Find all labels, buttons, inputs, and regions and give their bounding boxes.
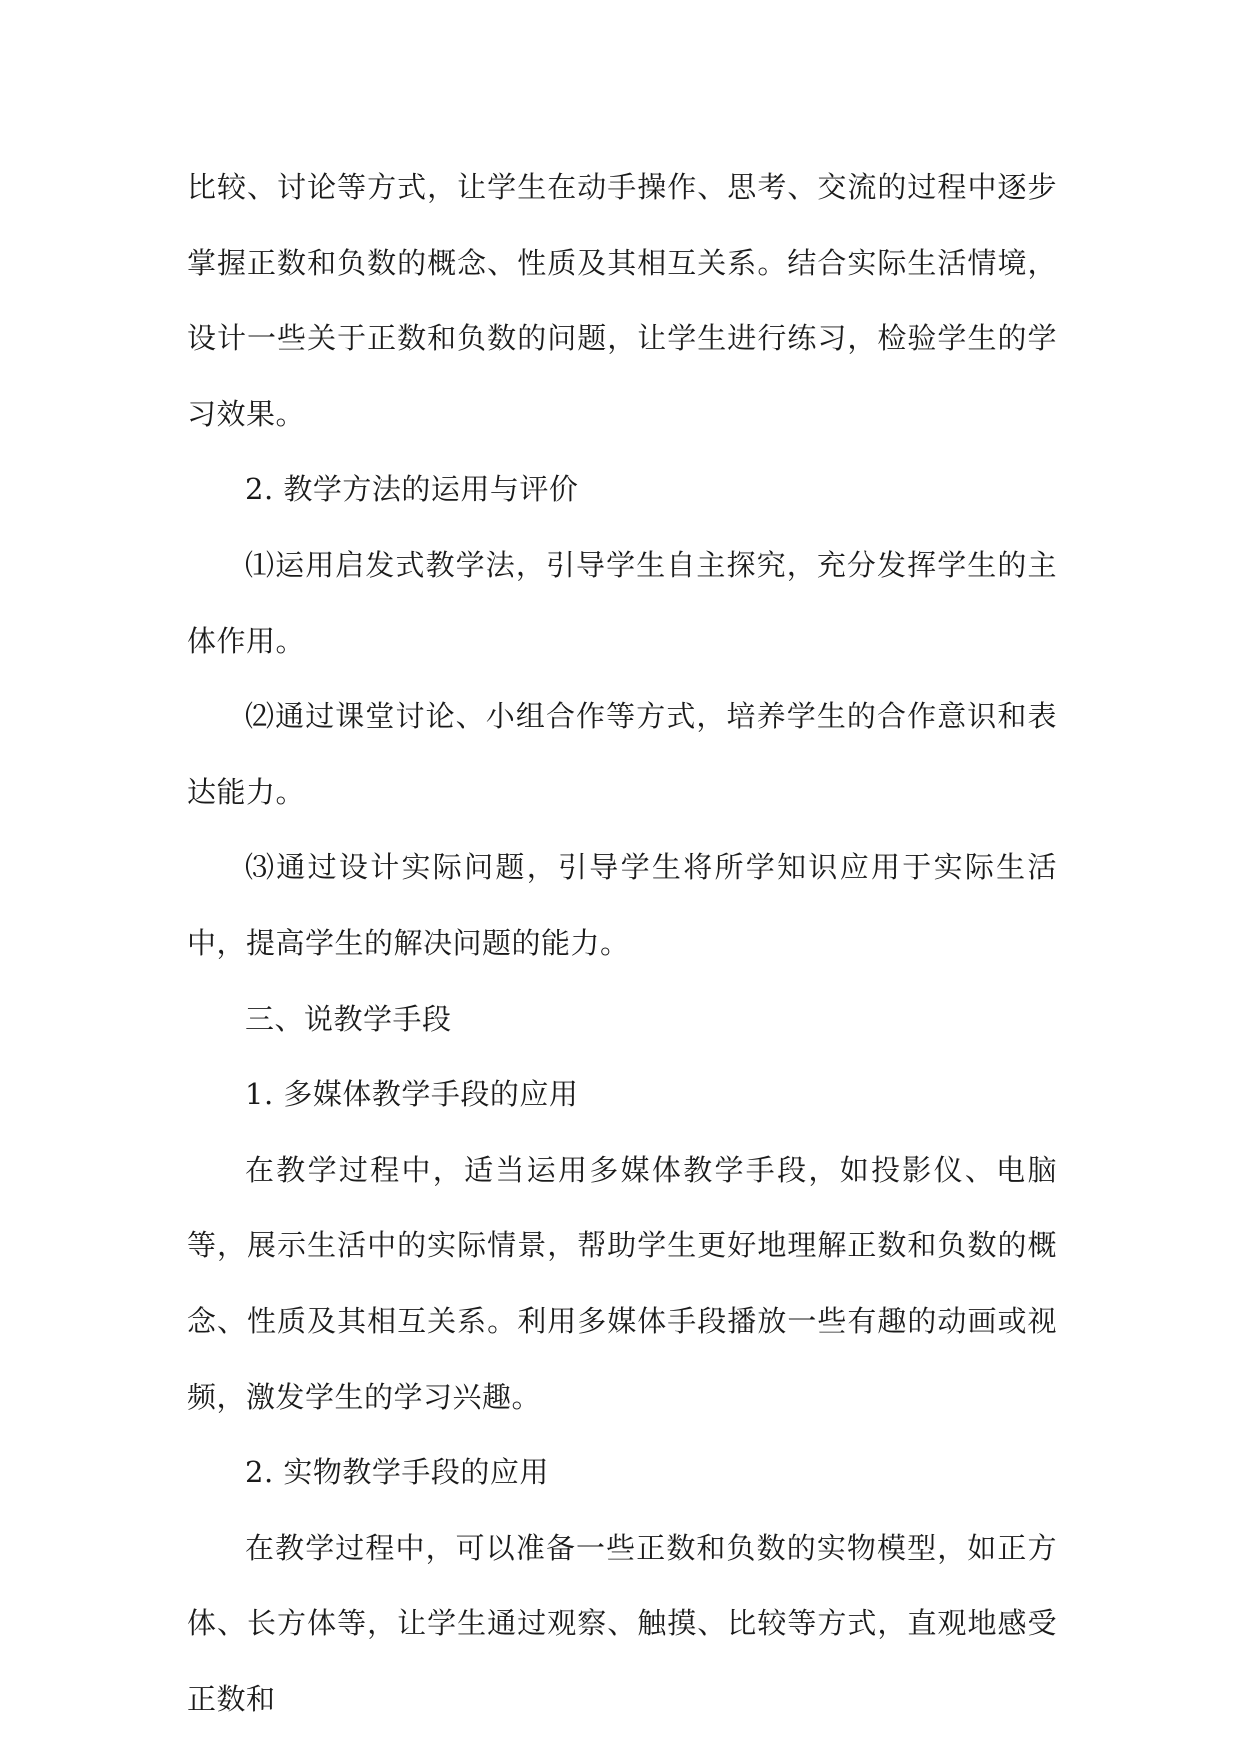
- list-item-2: ⑵通过课堂讨论、小组合作等方式，培养学生的合作意识和表达能力。: [187, 699, 1057, 809]
- list-item-3: ⑶通过设计实际问题，引导学生将所学知识应用于实际生活中，提高学生的解决问题的能力。: [187, 850, 1057, 960]
- paragraph-continuation: 比较、讨论等方式，让学生在动手操作、思考、交流的过程中逐步掌握正数和负数的概念、性质及其相互关系。结合实际生活情境，设计一些关于正数和负数的问题，让学生进行练习，检验学生的学习效果。: [187, 170, 1057, 431]
- list-item-1: ⑴运用启发式教学法，引导学生自主探究，充分发挥学生的主体作用。: [187, 547, 1057, 658]
- heading-physical-means: 2. 实物教学手段的应用: [245, 1455, 549, 1490]
- document-body: [187, 150, 1057, 1737]
- section-heading-teaching-means: 三、说教学手段: [245, 1001, 452, 1036]
- heading-multimedia-means: 1. 多媒体教学手段的应用: [245, 1077, 579, 1112]
- paragraph-multimedia: 在教学过程中，适当运用多媒体教学手段，如投影仪、电脑等，展示生活中的实际情景，帮助学生更好地理解正数和负数的概念、性质及其相互关系。利用多媒体手段播放一些有趣的动画或视频，激发学生的学习兴趣。: [187, 1152, 1057, 1414]
- heading-teaching-method-evaluation: 2. 教学方法的运用与评价: [245, 472, 579, 507]
- paragraph-physical-models: 在教学过程中，可以准备一些正数和负数的实物模型，如正方体、长方体等，让学生通过观察、触摸、比较等方式，直观地感受正数和: [187, 1530, 1057, 1716]
